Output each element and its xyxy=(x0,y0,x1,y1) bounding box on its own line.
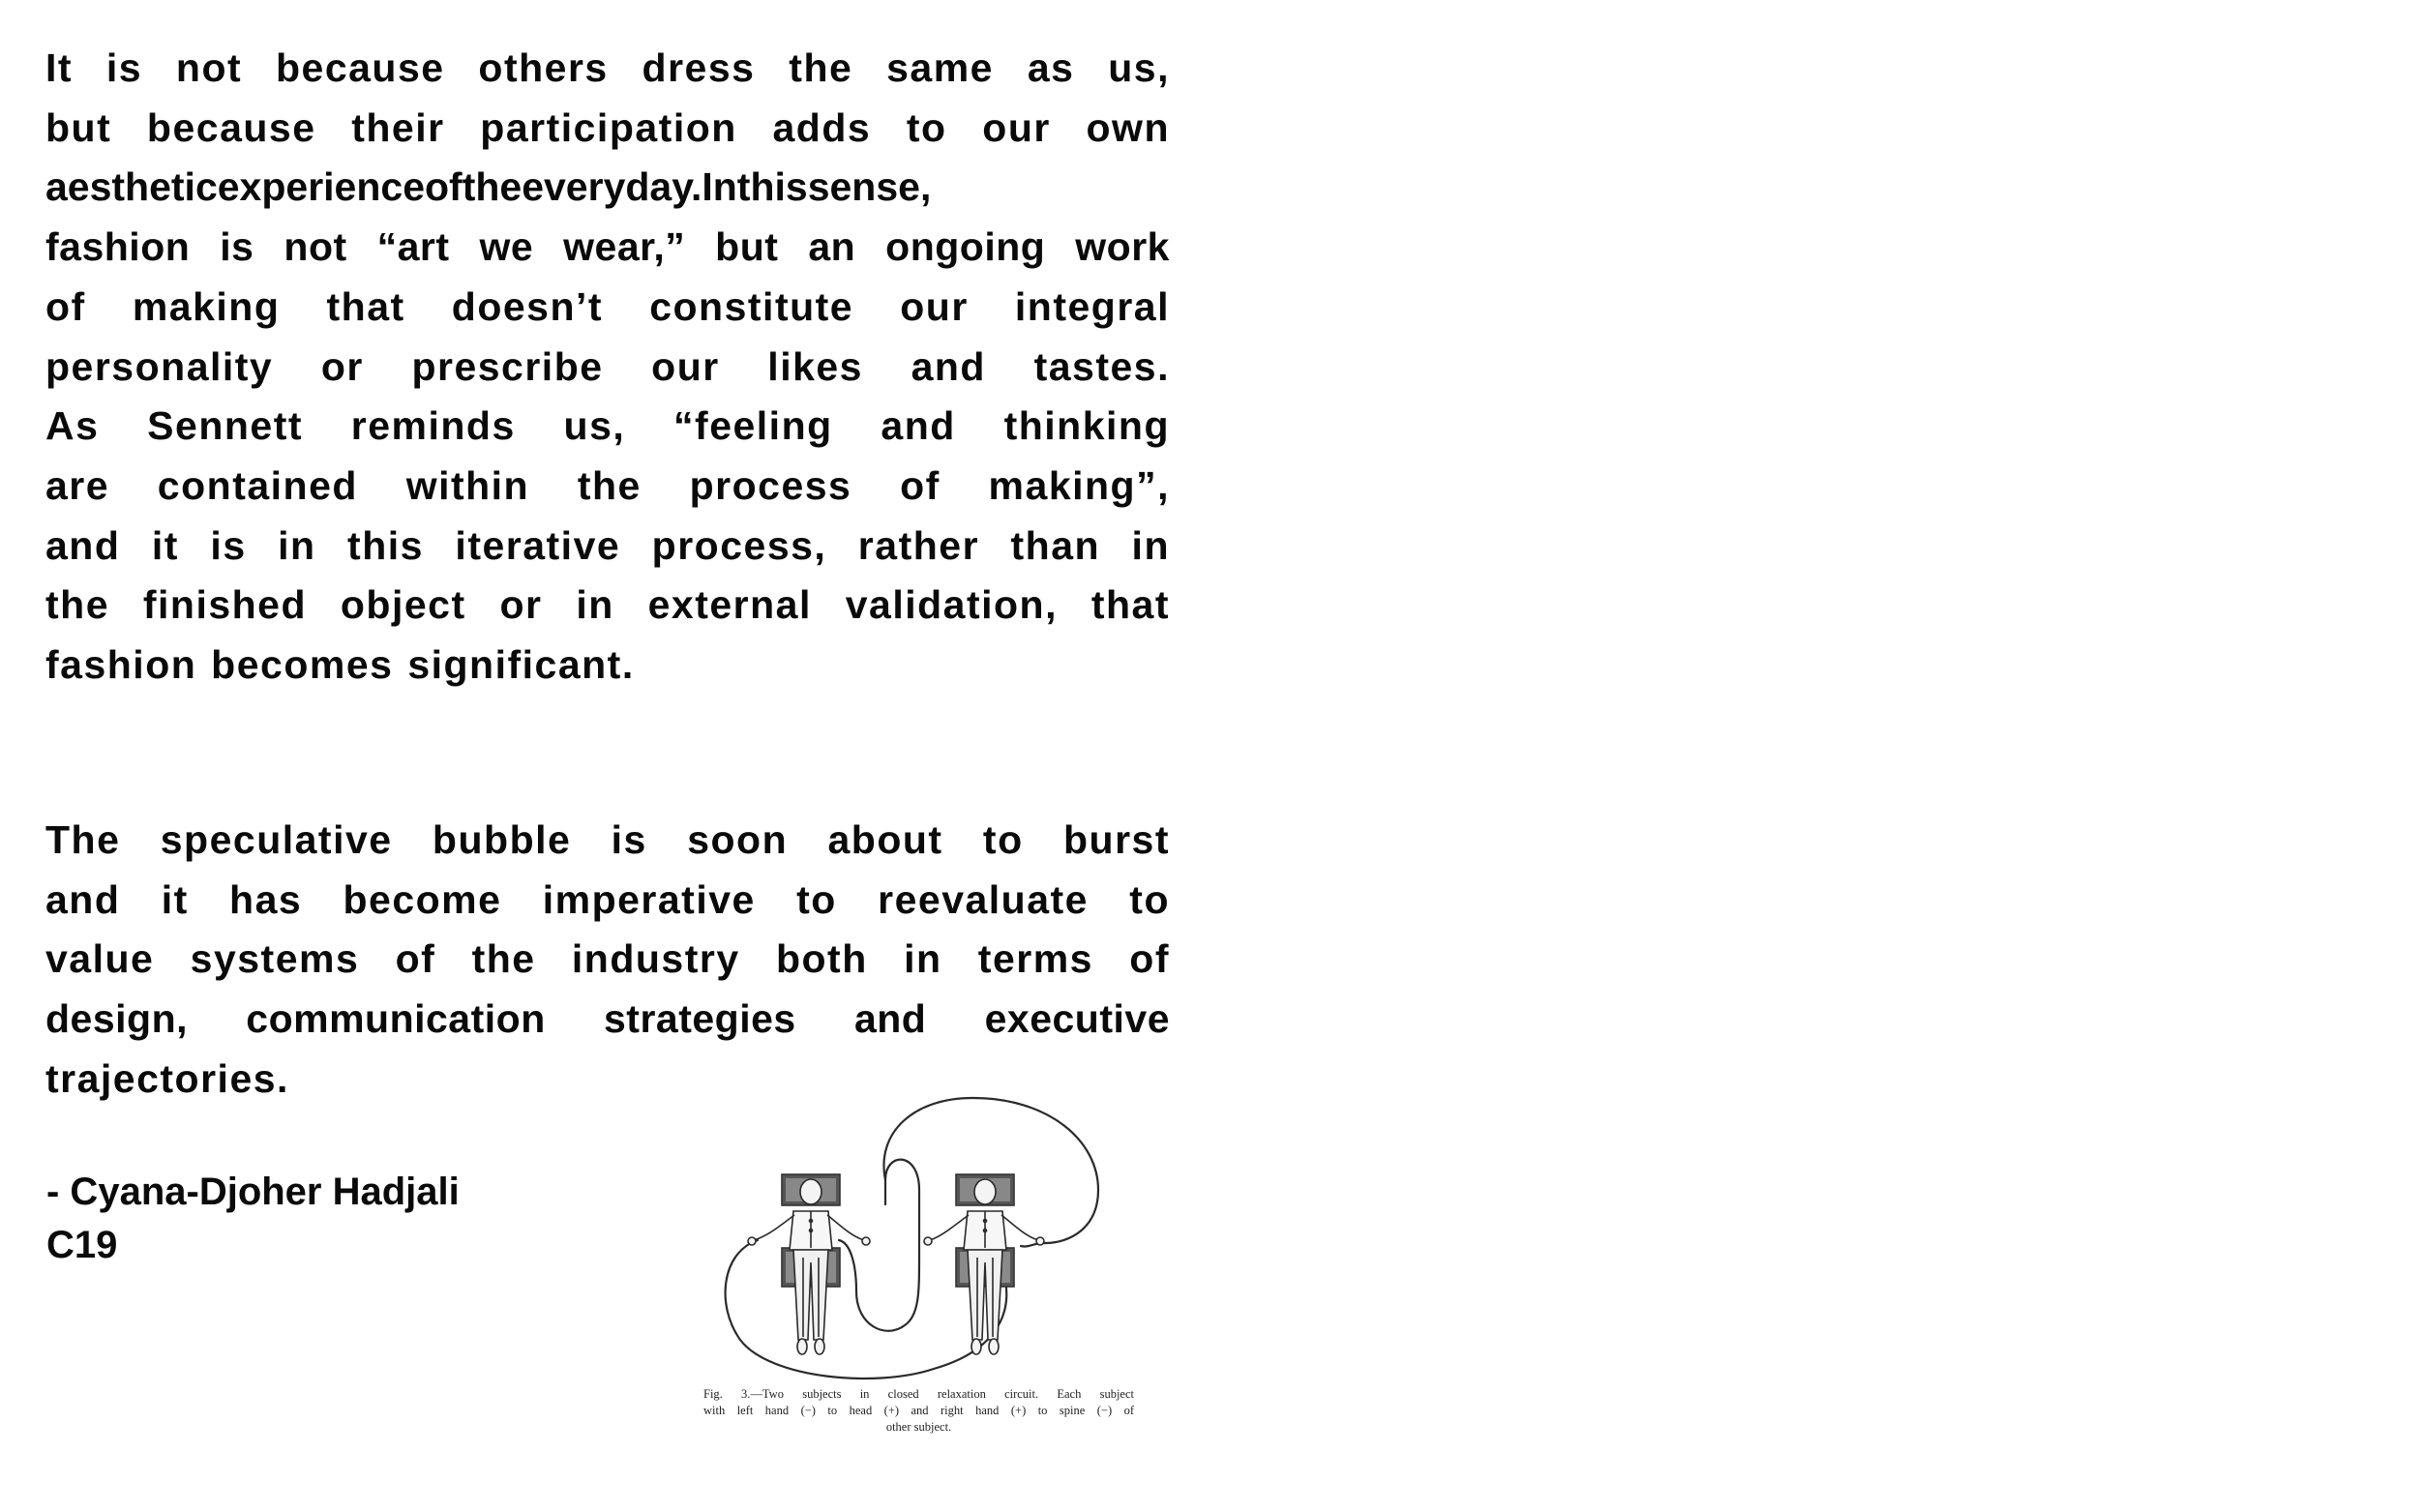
text-line: aestheticexperienceoftheeveryday.Inthissense, xyxy=(45,164,932,210)
relaxation-circuit-illustration xyxy=(682,1083,1142,1403)
caption-line: with left hand (−) to head (+) and right hand (+) to spine (−) of xyxy=(703,1404,1134,1417)
paragraph-speculative-bubble xyxy=(45,811,1170,1110)
left-subject xyxy=(748,1174,870,1354)
text-line: As Sennett reminds us, “feeling and thinking xyxy=(45,403,1170,449)
caption-line: other subject. xyxy=(885,1420,952,1434)
text-line: personality or prescribe our likes and tastes. xyxy=(45,343,1170,389)
text-line: of making that doesn’t constitute our integral xyxy=(45,283,1170,329)
text-line: are contained within the process of making”, xyxy=(45,462,1170,508)
paragraph-fashion-making xyxy=(45,39,1170,696)
author-code: C19 xyxy=(46,1224,118,1266)
text-line: value systems of the industry both in terms of xyxy=(45,936,1170,982)
text-line: design, communication strategies and executive xyxy=(45,996,1170,1042)
text-line: the finished object or in external validation, that xyxy=(45,582,1170,628)
caption-line: Fig. 3.—Two subjects in closed relaxation circuit. Each subject xyxy=(703,1387,1134,1401)
text-line: fashion becomes significant. xyxy=(45,642,635,688)
text-line: and it has become imperative to reevaluate to xyxy=(45,876,1170,922)
text-line: fashion is not “art we wear,” but an ongoing work xyxy=(45,224,1170,270)
relaxation-circuit-figure xyxy=(682,1083,1142,1470)
text-line: and it is in this iterative process, rather than in xyxy=(45,522,1170,568)
text-line: trajectories. xyxy=(45,1055,289,1101)
text-line: The speculative bubble is soon about to burst xyxy=(45,817,1170,862)
text-line: but because their participation adds to our own xyxy=(45,104,1170,150)
text-line: It is not because others dress the same as us, xyxy=(45,45,1170,90)
right-subject xyxy=(924,1174,1044,1354)
author-signature: - Cyana-Djoher Hadjali xyxy=(46,1171,460,1213)
figure-caption xyxy=(703,1386,1134,1436)
